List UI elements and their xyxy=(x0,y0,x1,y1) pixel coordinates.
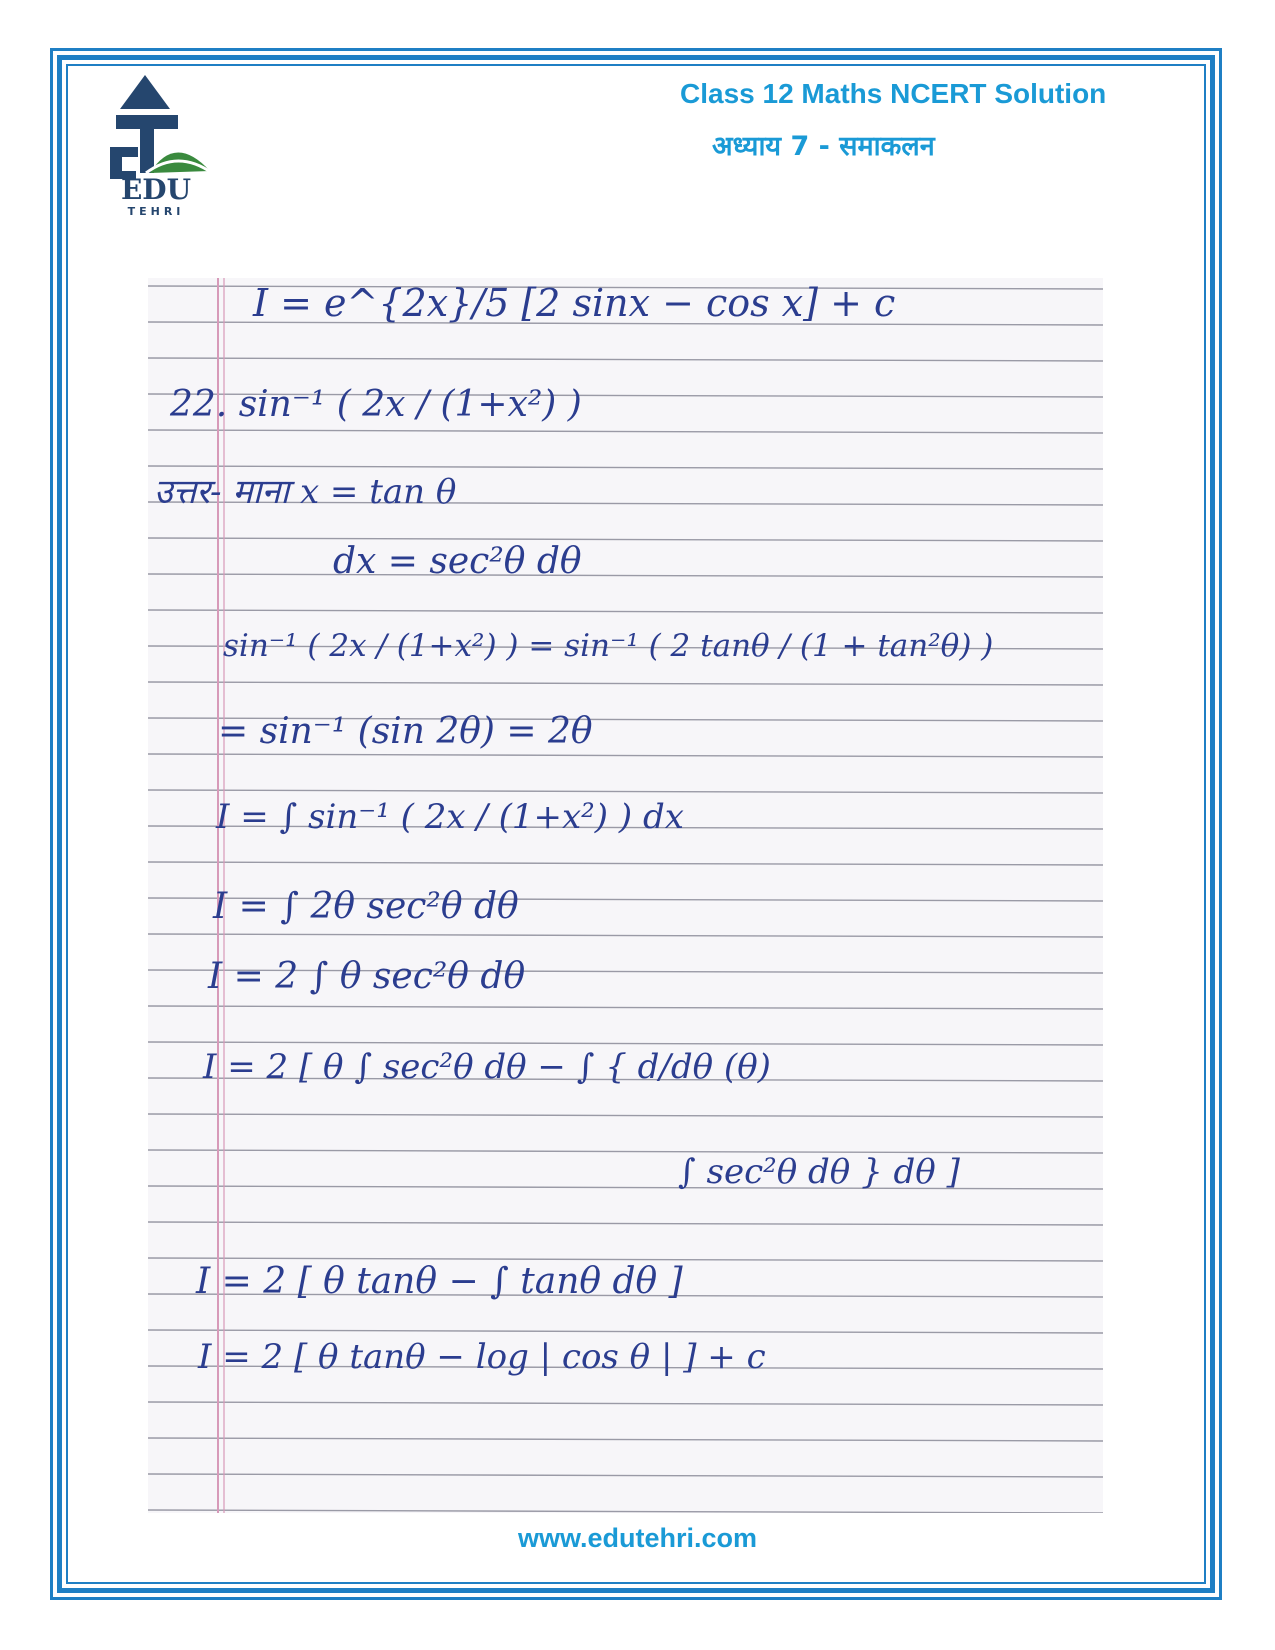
hw-line-7: I = ∫ sin⁻¹ ( 2x / (1+x²) ) dx xyxy=(216,797,684,837)
hw-line-9: I = 2 ∫ θ sec²θ dθ xyxy=(208,956,526,997)
hw-line-3: उत्तर- माना x = tan θ xyxy=(154,472,457,512)
ruled-line xyxy=(148,1402,1103,1405)
ruled-line xyxy=(148,538,1103,541)
ruled-line xyxy=(148,934,1103,937)
ruled-line xyxy=(148,754,1103,757)
ruled-line xyxy=(148,1330,1103,1333)
edutehri-logo xyxy=(100,75,230,225)
ruled-line xyxy=(148,610,1103,613)
ruled-line xyxy=(148,1474,1103,1477)
hw-line-6: = sin⁻¹ (sin 2θ) = 2θ xyxy=(218,711,593,752)
ruled-line xyxy=(148,358,1103,361)
hw-line-12: I = 2 [ θ tanθ − ∫ tanθ dθ ] xyxy=(196,1261,683,1302)
ruled-line xyxy=(148,574,1103,577)
ruled-line xyxy=(148,466,1103,469)
logo-tagline: TEHRI xyxy=(127,205,185,218)
hw-line-5: sin⁻¹ ( 2x / (1+x²) ) = sin⁻¹ ( 2 tanθ / (1 + tan²θ) ) xyxy=(223,628,994,664)
hw-line-10: I = 2 [ θ ∫ sec²θ dθ − ∫ { d/dθ (θ) xyxy=(203,1047,771,1087)
ruled-line xyxy=(148,1042,1103,1045)
page-title: Class 12 Maths NCERT Solution xyxy=(680,78,1107,109)
ruled-line xyxy=(148,790,1103,793)
hw-line-4: dx = sec²θ dθ xyxy=(333,541,582,582)
footer-url: www.edutehri.com xyxy=(517,1523,758,1553)
chapter-subtitle: अध्याय 7 - समाकलन xyxy=(712,131,935,162)
ruled-line xyxy=(148,1222,1103,1225)
hw-line-11: ∫ sec²θ dθ } dθ ] xyxy=(678,1152,960,1192)
handwritten-notebook-page xyxy=(148,278,1103,1513)
ruled-line xyxy=(148,1438,1103,1441)
ruled-line xyxy=(148,430,1103,433)
logo-name: EDU xyxy=(120,173,192,206)
hw-line-13: I = 2 [ θ tanθ − log | cos θ | ] + c xyxy=(198,1337,766,1377)
hw-line-2: 22. sin⁻¹ ( 2x / (1+x²) ) xyxy=(170,384,582,425)
hw-line-8: I = ∫ 2θ sec²θ dθ xyxy=(213,886,519,927)
ruled-line xyxy=(148,1510,1103,1513)
ruled-line xyxy=(148,682,1103,685)
ruled-line xyxy=(148,862,1103,865)
ruled-line xyxy=(148,1114,1103,1117)
hw-line-1: I = e^{2x}/5 [2 sinx − cos x] + c xyxy=(253,281,896,325)
ruled-line xyxy=(148,1006,1103,1009)
notebook-svg xyxy=(148,278,1103,1513)
